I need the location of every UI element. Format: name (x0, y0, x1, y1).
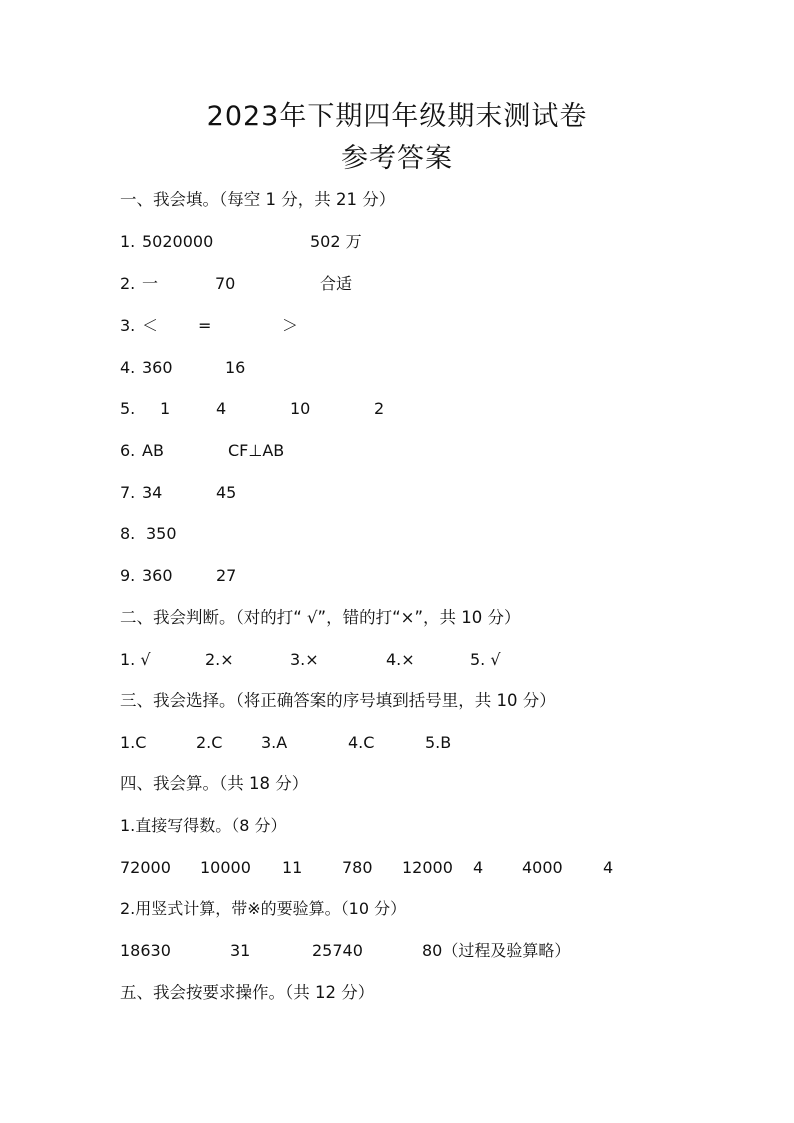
answer-value: ＜ (142, 316, 159, 335)
answer-value: 25740 (312, 941, 363, 960)
answer-value: 4.× (386, 650, 415, 669)
answer-row-7 (120, 481, 760, 505)
answer-row-9 (120, 564, 760, 588)
question-number: 2. (120, 274, 136, 293)
answer-value: 350 (146, 524, 177, 543)
answer-row-6 (120, 439, 760, 463)
question-number: 9. (120, 566, 136, 585)
answer-value: 3.A (261, 733, 288, 752)
answer-value: CF⊥AB (228, 441, 285, 460)
answer-value: 45 (216, 483, 237, 502)
answer-row-5 (120, 397, 760, 421)
answer-value: 27 (216, 566, 237, 585)
answer-value: 2.× (205, 650, 234, 669)
answer-value: 4000 (522, 858, 563, 877)
section-2-heading: 二、我会判断。（对的打“ √”，错的打“×”，共 10 分） (120, 608, 521, 627)
question-number: 7. (120, 483, 136, 502)
answer-value: 31 (230, 941, 251, 960)
answer-value: 1 (160, 399, 171, 418)
answer-value: 16 (225, 358, 246, 377)
question-number: 3. (120, 316, 136, 335)
answer-row-4 (120, 356, 760, 380)
section-5-heading: 五、我会按要求操作。（共 12 分） (120, 983, 375, 1002)
answer-value: = (198, 316, 212, 335)
answer-value: 5.B (425, 733, 452, 752)
answer-value: 1.C (120, 733, 147, 752)
choice-answers-row (120, 731, 760, 755)
page-subtitle: 参考答案 (341, 143, 453, 174)
answer-row-3 (120, 314, 760, 338)
answer-value: 4 (603, 858, 614, 877)
answer-value: 360 (142, 358, 173, 377)
answer-value: 70 (215, 274, 236, 293)
answer-value: 10000 (200, 858, 251, 877)
answer-value: 72000 (120, 858, 171, 877)
vertical-calc-answers-row (120, 939, 760, 963)
answer-value: 18630 (120, 941, 171, 960)
answer-value: 5. √ (470, 650, 501, 669)
answer-value: 5020000 (142, 232, 214, 251)
answer-row-1 (120, 230, 760, 254)
answer-value: AB (142, 441, 164, 460)
answer-value: 34 (142, 483, 163, 502)
answer-value: 780 (342, 858, 373, 877)
section-3-heading: 三、我会选择。（将正确答案的序号填到括号里，共 10 分） (120, 691, 556, 710)
answer-value: 11 (282, 858, 303, 877)
answer-value: ＞ (282, 316, 299, 335)
answer-value: 4 (473, 858, 484, 877)
question-number: 1. (120, 232, 136, 251)
answer-value: 1. √ (120, 650, 151, 669)
section-4-heading: 四、我会算。（共 18 分） (120, 774, 309, 793)
answer-value: 502 万 (310, 232, 362, 251)
answer-value: 2 (374, 399, 385, 418)
answer-value: 360 (142, 566, 173, 585)
answer-value: 一 (142, 274, 159, 293)
question-number: 8. (120, 524, 136, 543)
question-number: 5. (120, 399, 136, 418)
answer-value: 2.C (196, 733, 223, 752)
answer-value: 80（过程及验算略） (422, 941, 571, 960)
question-number: 4. (120, 358, 136, 377)
answer-value: 3.× (290, 650, 319, 669)
page-title: 2023年下期四年级期末测试卷 (206, 101, 588, 132)
section-4-part-1-heading: 1.直接写得数。（8 分） (120, 816, 287, 835)
section-1-heading: 一、我会填。（每空 1 分，共 21 分） (120, 190, 396, 209)
answer-value: 合适 (320, 274, 353, 293)
mental-math-answers-row (120, 856, 760, 880)
answer-value: 12000 (402, 858, 453, 877)
answer-row-8 (120, 522, 760, 546)
answer-row-2 (120, 272, 760, 296)
section-4-part-2-heading: 2.用竖式计算，带※的要验算。（10 分） (120, 899, 407, 918)
answer-value: 4.C (348, 733, 375, 752)
answer-value: 10 (290, 399, 311, 418)
judgement-answers-row (120, 648, 760, 672)
answer-value: 4 (216, 399, 227, 418)
question-number: 6. (120, 441, 136, 460)
